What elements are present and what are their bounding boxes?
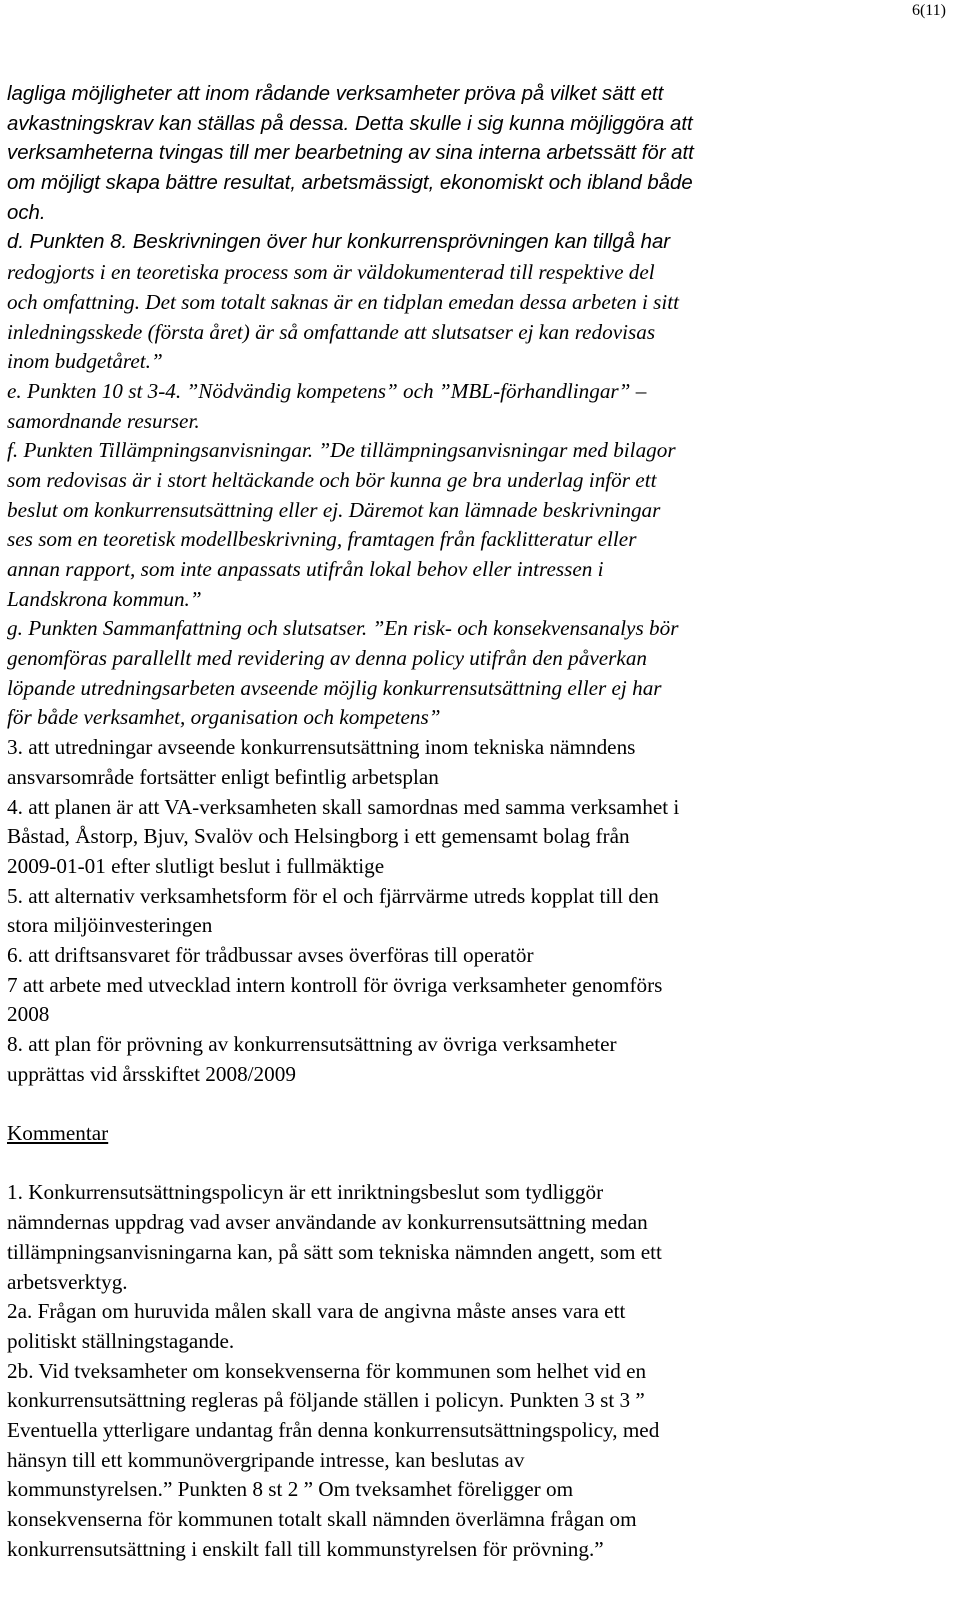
- text-line: 8. att plan för prövning av konkurrensutsättning av övriga verksamheter: [7, 1032, 617, 1056]
- text-line: som redovisas är i stort heltäckande och bör kunna ge bra underlag inför ett: [7, 467, 657, 492]
- text-line: beslut om konkurrensutsättning eller ej. Däremot kan lämnade beskrivningar: [7, 497, 661, 522]
- text-line: Landskrona kommun.”: [7, 586, 202, 611]
- text-line: nämndernas uppdrag vad avser användande av konkurrensutsättning medan: [7, 1210, 648, 1235]
- text-line: ses som en teoretisk modellbeskrivning, framtagen från facklitteratur eller: [7, 527, 637, 552]
- text-line: avkastningskrav kan ställas på dessa. Detta skulle i sig kunna möjliggöra att: [7, 112, 693, 135]
- text-line: 6. att driftsansvaret för trådbussar avses överföras till operatör: [7, 942, 534, 967]
- text-line: genomföras parallellt med revidering av denna policy utifrån den påverkan: [7, 646, 648, 671]
- text-line: konkurrensutsättning i enskilt fall till kommunstyrelsen för prövning.”: [7, 1536, 604, 1561]
- text-line: tillämpningsanvisningarna kan, på sätt som tekniska nämnden angett, som ett: [7, 1239, 662, 1264]
- text-line: arbetsverktyg.: [7, 1269, 128, 1294]
- text-line: samordnande resurser.: [7, 408, 200, 433]
- text-line: f. Punkten Tillämpningsanvisningar. ”De tillämpningsanvisningar med bilagor: [7, 438, 676, 463]
- text-line: verksamheterna tvingas till mer bearbetning av sina interna arbetssätt för att: [7, 142, 694, 165]
- text-line: 2b. Vid tveksamheter om konsekvenserna för kommunen som helhet vid en: [7, 1358, 647, 1383]
- text-line: redogjorts i en teoretiska process som är väldokumenterad till respektive del: [7, 260, 655, 285]
- text-line: d. Punkten 8. Beskrivningen över hur konkurrensprövningen kan tillgå har: [7, 231, 671, 254]
- text-line: 2a. Frågan om huruvida målen skall vara de angivna måste anses vara ett: [7, 1299, 626, 1324]
- text-line: kommunstyrelsen.” Punkten 8 st 2 ” Om tveksamhet föreligger om: [7, 1477, 574, 1502]
- text-line: Båstad, Åstorp, Bjuv, Svalöv och Helsingborg i ett gemensamt bolag från: [7, 824, 630, 849]
- section-heading: Kommentar: [7, 1121, 109, 1146]
- text-line: Eventuella ytterligare undantag från denna konkurrensutsättningspolicy, med: [7, 1417, 660, 1442]
- text-line: 3. att utredningar avseende konkurrensutsättning inom tekniska nämndens: [7, 735, 636, 760]
- text-line: hänsyn till ett kommunövergripande intresse, kan beslutas av: [7, 1447, 525, 1472]
- text-line: 7 att arbete med utvecklad intern kontroll för övriga verksamheter genomförs: [7, 972, 663, 997]
- text-line: för både verksamhet, organisation och kompetens”: [7, 705, 441, 730]
- text-line: lagliga möjligheter att inom rådande verksamheter pröva på vilket sätt ett: [7, 83, 664, 105]
- text-line: och omfattning. Det som totalt saknas är en tidplan emedan dessa arbeten i sitt: [7, 289, 680, 314]
- text-line: 4. att planen är att VA-verksamheten skall samordnas med samma verksamhet i: [7, 794, 680, 819]
- text-line: e. Punkten 10 st 3-4. ”Nödvändig kompetens” och ”MBL-förhandlingar” –: [7, 378, 647, 403]
- text-line: 2008: [7, 1002, 50, 1027]
- text-line: inom budgetåret.”: [7, 349, 163, 374]
- document-body: [7, 80, 947, 1564]
- text-line: politiskt ställningstagande.: [7, 1328, 235, 1353]
- text-line: g. Punkten Sammanfattning och slutsatser. ”En risk- och konsekvensanalys bör: [7, 616, 679, 641]
- text-line: löpande utredningsarbeten avseende möjlig konkurrensutsättning eller ej har: [7, 675, 662, 700]
- text-line: stora miljöinvesteringen: [7, 913, 213, 938]
- text-line: konkurrensutsättning regleras på följande ställen i policyn. Punkten 3 st 3 ”: [7, 1388, 645, 1413]
- text-line: inledningsskede (första året) är så omfattande att slutsatser ej kan redovisas: [7, 319, 656, 344]
- text-line: upprättas vid årsskiftet 2008/2009: [7, 1061, 296, 1086]
- blank-line: [7, 1149, 947, 1179]
- text-line: 1. Konkurrensutsättningspolicyn är ett inriktningsbeslut som tydliggör: [7, 1180, 604, 1205]
- text-line: annan rapport, som inte anpassats utifrån lokal behov eller intressen i: [7, 557, 604, 581]
- text-line: konsekvenserna för kommunen totalt skall nämnden överlämna frågan om: [7, 1507, 637, 1531]
- text-line: och.: [7, 201, 46, 224]
- text-line: ansvarsområde fortsätter enligt befintlig arbetsplan: [7, 764, 439, 789]
- blank-line: [7, 1089, 947, 1119]
- page-number: 6(11): [911, 2, 946, 19]
- text-line: om möjligt skapa bättre resultat, arbetsmässigt, ekonomiskt och ibland både: [7, 172, 693, 195]
- text-line: 2009-01-01 efter slutligt beslut i fullmäktige: [7, 853, 385, 878]
- text-line: 5. att alternativ verksamhetsform för el och fjärrvärme utreds kopplat till den: [7, 883, 659, 908]
